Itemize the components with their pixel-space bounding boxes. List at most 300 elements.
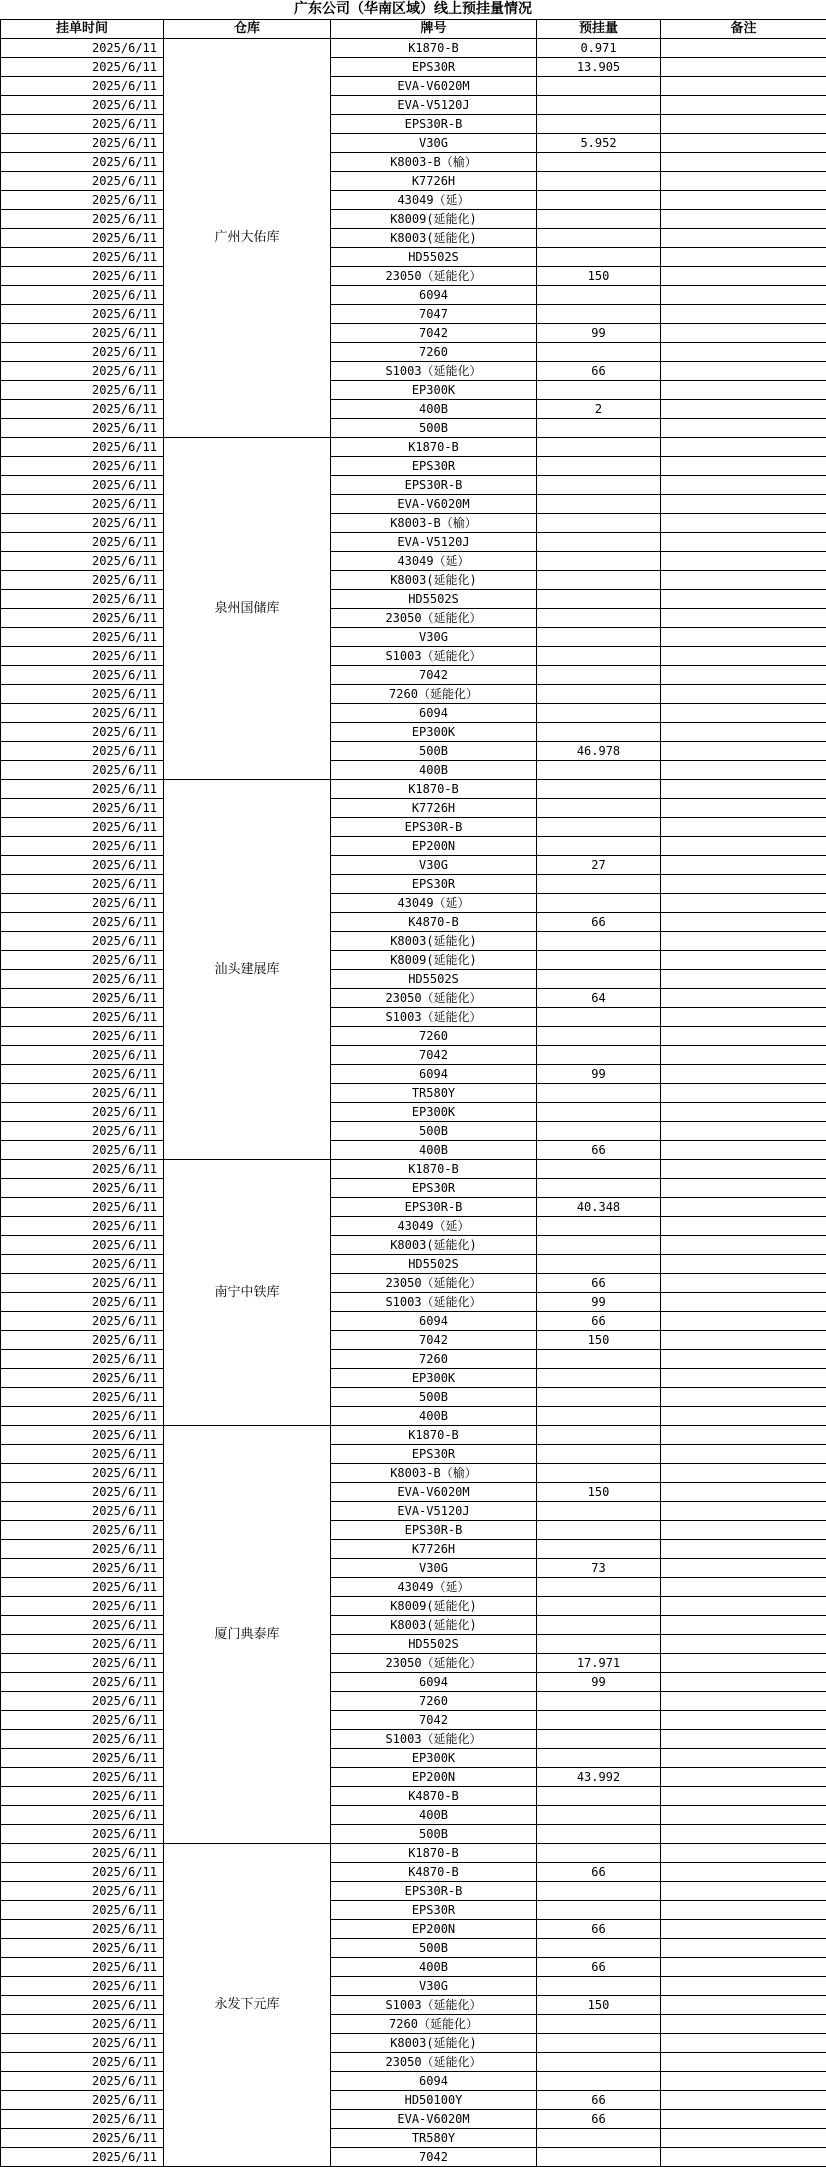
cell-grade: 6094 <box>331 286 537 305</box>
cell-grade: 7042 <box>331 666 537 685</box>
table-row <box>1 2034 826 2053</box>
cell-remark <box>661 1027 826 1046</box>
cell-date: 2025/6/11 <box>1 533 164 552</box>
cell-warehouse: 南宁中铁库 <box>164 1160 331 1426</box>
cell-quantity <box>537 1578 661 1597</box>
table-row <box>1 1445 826 1464</box>
table-row <box>1 1179 826 1198</box>
table-row <box>1 1730 826 1749</box>
cell-remark <box>661 39 826 58</box>
cell-quantity <box>537 2072 661 2091</box>
cell-quantity <box>537 438 661 457</box>
table-row <box>1 381 826 400</box>
cell-remark <box>661 229 826 248</box>
cell-warehouse: 永发下元库 <box>164 1844 331 2167</box>
cell-remark <box>661 457 826 476</box>
cell-grade: S1003（延能化） <box>331 647 537 666</box>
cell-grade: K8003-B（榆） <box>331 153 537 172</box>
cell-date: 2025/6/11 <box>1 989 164 1008</box>
header-grade: 牌号 <box>331 20 537 39</box>
cell-date: 2025/6/11 <box>1 1046 164 1065</box>
cell-date: 2025/6/11 <box>1 343 164 362</box>
table-row <box>1 1084 826 1103</box>
cell-quantity <box>537 229 661 248</box>
table-row <box>1 1882 826 1901</box>
cell-grade: EVA-V6020M <box>331 77 537 96</box>
cell-grade: 7260（延能化） <box>331 685 537 704</box>
table-row <box>1 2053 826 2072</box>
cell-date: 2025/6/11 <box>1 1236 164 1255</box>
table-row <box>1 1958 826 1977</box>
cell-date: 2025/6/11 <box>1 1882 164 1901</box>
cell-quantity <box>537 2015 661 2034</box>
table-row <box>1 1711 826 1730</box>
cell-date: 2025/6/11 <box>1 1502 164 1521</box>
cell-remark <box>661 286 826 305</box>
cell-quantity <box>537 1426 661 1445</box>
cell-remark <box>661 1502 826 1521</box>
cell-quantity: 64 <box>537 989 661 1008</box>
cell-grade: EVA-V5120J <box>331 96 537 115</box>
cell-date: 2025/6/11 <box>1 1635 164 1654</box>
table-row <box>1 1369 826 1388</box>
cell-remark <box>661 1673 826 1692</box>
cell-grade: EPS30R <box>331 58 537 77</box>
cell-quantity: 150 <box>537 1483 661 1502</box>
cell-quantity <box>537 514 661 533</box>
cell-quantity <box>537 1255 661 1274</box>
cell-date: 2025/6/11 <box>1 1065 164 1084</box>
cell-date: 2025/6/11 <box>1 723 164 742</box>
cell-quantity <box>537 552 661 571</box>
cell-quantity <box>537 1122 661 1141</box>
cell-quantity <box>537 951 661 970</box>
cell-grade: 43049（延） <box>331 1578 537 1597</box>
cell-remark <box>661 1730 826 1749</box>
cell-grade: HD5502S <box>331 590 537 609</box>
cell-grade: 400B <box>331 400 537 419</box>
cell-quantity <box>537 1046 661 1065</box>
cell-quantity <box>537 457 661 476</box>
cell-date: 2025/6/11 <box>1 514 164 533</box>
cell-date: 2025/6/11 <box>1 1730 164 1749</box>
cell-grade: EPS30R-B <box>331 1882 537 1901</box>
cell-remark <box>661 1692 826 1711</box>
table-row <box>1 742 826 761</box>
cell-quantity <box>537 1597 661 1616</box>
cell-quantity <box>537 628 661 647</box>
cell-quantity <box>537 761 661 780</box>
cell-remark <box>661 1255 826 1274</box>
cell-grade: 7260 <box>331 1692 537 1711</box>
cell-date: 2025/6/11 <box>1 571 164 590</box>
table-row <box>1 685 826 704</box>
cell-remark <box>661 837 826 856</box>
cell-quantity: 66 <box>537 2091 661 2110</box>
cell-quantity: 150 <box>537 1331 661 1350</box>
cell-grade: 400B <box>331 1958 537 1977</box>
cell-grade: EPS30R <box>331 875 537 894</box>
cell-date: 2025/6/11 <box>1 1692 164 1711</box>
cell-quantity <box>537 248 661 267</box>
cell-quantity <box>537 1787 661 1806</box>
cell-grade: EPS30R-B <box>331 1198 537 1217</box>
cell-remark <box>661 932 826 951</box>
cell-date: 2025/6/11 <box>1 1939 164 1958</box>
cell-quantity <box>537 1160 661 1179</box>
cell-quantity <box>537 2148 661 2167</box>
table-row <box>1 210 826 229</box>
cell-date: 2025/6/11 <box>1 628 164 647</box>
cell-remark <box>661 381 826 400</box>
cell-quantity: 66 <box>537 2110 661 2129</box>
cell-quantity <box>537 1825 661 1844</box>
cell-remark <box>661 1141 826 1160</box>
cell-quantity: 66 <box>537 1274 661 1293</box>
cell-grade: K1870-B <box>331 1160 537 1179</box>
header-time: 挂单时间 <box>1 20 164 39</box>
cell-quantity <box>537 723 661 742</box>
cell-date: 2025/6/11 <box>1 1559 164 1578</box>
table-row <box>1 1977 826 1996</box>
cell-grade: K4870-B <box>331 1787 537 1806</box>
cell-quantity <box>537 1388 661 1407</box>
cell-remark <box>661 1920 826 1939</box>
cell-warehouse: 广州大佑库 <box>164 39 331 438</box>
cell-remark <box>661 1540 826 1559</box>
cell-quantity <box>537 837 661 856</box>
cell-date: 2025/6/11 <box>1 2053 164 2072</box>
table-row <box>1 1312 826 1331</box>
cell-grade: K8009(延能化) <box>331 210 537 229</box>
cell-remark <box>661 780 826 799</box>
cell-date: 2025/6/11 <box>1 153 164 172</box>
cell-quantity: 5.952 <box>537 134 661 153</box>
cell-remark <box>661 818 826 837</box>
cell-remark <box>661 1996 826 2015</box>
cell-grade: S1003（延能化） <box>331 362 537 381</box>
cell-date: 2025/6/11 <box>1 1445 164 1464</box>
table-row <box>1 970 826 989</box>
cell-date: 2025/6/11 <box>1 58 164 77</box>
cell-date: 2025/6/11 <box>1 1179 164 1198</box>
cell-date: 2025/6/11 <box>1 1597 164 1616</box>
table-row <box>1 1502 826 1521</box>
header-row <box>1 20 826 39</box>
cell-remark <box>661 58 826 77</box>
cell-grade: 7042 <box>331 1331 537 1350</box>
cell-date: 2025/6/11 <box>1 1901 164 1920</box>
table-row <box>1 837 826 856</box>
table-row <box>1 1160 826 1179</box>
cell-date: 2025/6/11 <box>1 191 164 210</box>
cell-quantity <box>537 1103 661 1122</box>
table-row <box>1 324 826 343</box>
cell-grade: EP300K <box>331 1749 537 1768</box>
table-row <box>1 1350 826 1369</box>
cell-quantity <box>537 1540 661 1559</box>
cell-date: 2025/6/11 <box>1 286 164 305</box>
cell-date: 2025/6/11 <box>1 875 164 894</box>
cell-grade: 23050（延能化） <box>331 609 537 628</box>
cell-remark <box>661 590 826 609</box>
cell-remark <box>661 1065 826 1084</box>
cell-remark <box>661 1654 826 1673</box>
cell-date: 2025/6/11 <box>1 1198 164 1217</box>
table-row <box>1 2015 826 2034</box>
cell-quantity <box>537 172 661 191</box>
cell-date: 2025/6/11 <box>1 419 164 438</box>
cell-grade: K8003(延能化) <box>331 1616 537 1635</box>
cell-date: 2025/6/11 <box>1 1464 164 1483</box>
table-row <box>1 1521 826 1540</box>
cell-quantity: 0.971 <box>537 39 661 58</box>
cell-grade: V30G <box>331 134 537 153</box>
cell-quantity <box>537 1977 661 1996</box>
cell-quantity: 73 <box>537 1559 661 1578</box>
cell-date: 2025/6/11 <box>1 172 164 191</box>
cell-quantity <box>537 1844 661 1863</box>
cell-quantity: 66 <box>537 1958 661 1977</box>
cell-remark <box>661 1293 826 1312</box>
cell-date: 2025/6/11 <box>1 324 164 343</box>
cell-remark <box>661 2129 826 2148</box>
table-row <box>1 514 826 533</box>
table-row <box>1 1426 826 1445</box>
table-row <box>1 229 826 248</box>
cell-date: 2025/6/11 <box>1 1369 164 1388</box>
cell-quantity <box>537 1616 661 1635</box>
cell-quantity: 66 <box>537 1920 661 1939</box>
cell-grade: K8003(延能化) <box>331 1236 537 1255</box>
cell-date: 2025/6/11 <box>1 495 164 514</box>
cell-quantity: 66 <box>537 1863 661 1882</box>
cell-remark <box>661 1901 826 1920</box>
cell-quantity <box>537 1901 661 1920</box>
cell-grade: K8003-B（榆） <box>331 514 537 533</box>
cell-grade: 6094 <box>331 1312 537 1331</box>
table-row <box>1 1692 826 1711</box>
table-row <box>1 153 826 172</box>
cell-grade: 6094 <box>331 1065 537 1084</box>
cell-grade: 23050（延能化） <box>331 1274 537 1293</box>
cell-quantity <box>537 495 661 514</box>
cell-remark <box>661 210 826 229</box>
table-row <box>1 1844 826 1863</box>
cell-quantity: 40.348 <box>537 1198 661 1217</box>
cell-remark <box>661 1635 826 1654</box>
table-row <box>1 2091 826 2110</box>
cell-grade: EPS30R <box>331 457 537 476</box>
cell-grade: 23050（延能化） <box>331 989 537 1008</box>
cell-remark <box>661 951 826 970</box>
cell-grade: K1870-B <box>331 780 537 799</box>
cell-remark <box>661 324 826 343</box>
cell-remark <box>661 1350 826 1369</box>
cell-grade: 7260（延能化） <box>331 2015 537 2034</box>
cell-date: 2025/6/11 <box>1 856 164 875</box>
cell-date: 2025/6/11 <box>1 590 164 609</box>
cell-grade: HD50100Y <box>331 2091 537 2110</box>
cell-remark <box>661 609 826 628</box>
cell-quantity <box>537 685 661 704</box>
cell-remark <box>661 1274 826 1293</box>
cell-quantity <box>537 77 661 96</box>
table-row <box>1 989 826 1008</box>
table-row <box>1 723 826 742</box>
cell-quantity <box>537 1350 661 1369</box>
cell-grade: 7047 <box>331 305 537 324</box>
cell-date: 2025/6/11 <box>1 210 164 229</box>
cell-date: 2025/6/11 <box>1 1673 164 1692</box>
cell-date: 2025/6/11 <box>1 1521 164 1540</box>
cell-quantity <box>537 799 661 818</box>
table-row <box>1 1768 826 1787</box>
cell-grade: 500B <box>331 1825 537 1844</box>
cell-remark <box>661 1977 826 1996</box>
table-row <box>1 913 826 932</box>
table-row <box>1 1274 826 1293</box>
cell-grade: EP300K <box>331 1369 537 1388</box>
cell-remark <box>661 685 826 704</box>
cell-grade: 7042 <box>331 324 537 343</box>
cell-quantity <box>537 1369 661 1388</box>
cell-remark <box>661 1483 826 1502</box>
cell-date: 2025/6/11 <box>1 1084 164 1103</box>
cell-quantity <box>537 286 661 305</box>
cell-remark <box>661 1445 826 1464</box>
table-row <box>1 1825 826 1844</box>
cell-remark <box>661 1825 826 1844</box>
cell-remark <box>661 1939 826 1958</box>
cell-grade: EP300K <box>331 1103 537 1122</box>
cell-date: 2025/6/11 <box>1 362 164 381</box>
cell-remark <box>661 419 826 438</box>
cell-remark <box>661 856 826 875</box>
cell-grade: K8003(延能化) <box>331 932 537 951</box>
cell-remark <box>661 1046 826 1065</box>
cell-remark <box>661 191 826 210</box>
cell-grade: 500B <box>331 742 537 761</box>
table-row <box>1 1293 826 1312</box>
cell-remark <box>661 1806 826 1825</box>
table-row <box>1 1806 826 1825</box>
cell-quantity <box>537 191 661 210</box>
cell-date: 2025/6/11 <box>1 1312 164 1331</box>
table-row <box>1 1236 826 1255</box>
cell-date: 2025/6/11 <box>1 666 164 685</box>
cell-grade: 500B <box>331 1122 537 1141</box>
cell-date: 2025/6/11 <box>1 39 164 58</box>
table-row <box>1 799 826 818</box>
cell-remark <box>661 362 826 381</box>
cell-date: 2025/6/11 <box>1 96 164 115</box>
cell-date: 2025/6/11 <box>1 267 164 286</box>
table-row <box>1 1141 826 1160</box>
cell-date: 2025/6/11 <box>1 1768 164 1787</box>
cell-date: 2025/6/11 <box>1 1331 164 1350</box>
cell-quantity <box>537 153 661 172</box>
cell-date: 2025/6/11 <box>1 1388 164 1407</box>
cell-date: 2025/6/11 <box>1 951 164 970</box>
table-row <box>1 248 826 267</box>
cell-grade: EP200N <box>331 1920 537 1939</box>
cell-grade: HD5502S <box>331 1255 537 1274</box>
table-row <box>1 1654 826 1673</box>
cell-grade: K8003(延能化) <box>331 571 537 590</box>
table-row <box>1 628 826 647</box>
cell-grade: K1870-B <box>331 1844 537 1863</box>
cell-quantity: 46.978 <box>537 742 661 761</box>
cell-date: 2025/6/11 <box>1 1008 164 1027</box>
cell-date: 2025/6/11 <box>1 1540 164 1559</box>
cell-quantity: 66 <box>537 362 661 381</box>
cell-quantity <box>537 609 661 628</box>
table-row <box>1 77 826 96</box>
cell-grade: K7726H <box>331 1540 537 1559</box>
cell-quantity <box>537 1179 661 1198</box>
cell-grade: EP300K <box>331 381 537 400</box>
cell-date: 2025/6/11 <box>1 248 164 267</box>
cell-remark <box>661 1559 826 1578</box>
table-row <box>1 457 826 476</box>
cell-quantity <box>537 1635 661 1654</box>
cell-remark <box>661 248 826 267</box>
cell-grade: EVA-V6020M <box>331 2110 537 2129</box>
cell-quantity <box>537 419 661 438</box>
cell-date: 2025/6/11 <box>1 476 164 495</box>
cell-quantity: 66 <box>537 1141 661 1160</box>
cell-remark <box>661 989 826 1008</box>
cell-quantity <box>537 343 661 362</box>
table-row <box>1 1939 826 1958</box>
table-row <box>1 533 826 552</box>
cell-quantity <box>537 1407 661 1426</box>
table-row <box>1 1540 826 1559</box>
cell-grade: S1003（延能化） <box>331 1730 537 1749</box>
cell-date: 2025/6/11 <box>1 1654 164 1673</box>
cell-date: 2025/6/11 <box>1 1027 164 1046</box>
table-row <box>1 951 826 970</box>
cell-remark <box>661 267 826 286</box>
cell-grade: 400B <box>331 1806 537 1825</box>
cell-date: 2025/6/11 <box>1 780 164 799</box>
cell-quantity: 150 <box>537 267 661 286</box>
table-row <box>1 362 826 381</box>
cell-remark <box>661 1198 826 1217</box>
cell-remark <box>661 1236 826 1255</box>
cell-quantity <box>537 1445 661 1464</box>
cell-remark <box>661 647 826 666</box>
table-row <box>1 818 826 837</box>
cell-date: 2025/6/11 <box>1 1787 164 1806</box>
cell-remark <box>661 153 826 172</box>
cell-grade: V30G <box>331 1977 537 1996</box>
cell-remark <box>661 1160 826 1179</box>
table-row <box>1 1787 826 1806</box>
table-row <box>1 134 826 153</box>
cell-date: 2025/6/11 <box>1 647 164 666</box>
cell-warehouse: 汕头建展库 <box>164 780 331 1160</box>
header-remark: 备注 <box>661 20 826 39</box>
cell-grade: EPS30R <box>331 1901 537 1920</box>
cell-remark <box>661 1863 826 1882</box>
cell-date: 2025/6/11 <box>1 2148 164 2167</box>
table-row <box>1 1255 826 1274</box>
cell-remark <box>661 134 826 153</box>
cell-grade: K8009(延能化) <box>331 951 537 970</box>
cell-quantity: 66 <box>537 913 661 932</box>
